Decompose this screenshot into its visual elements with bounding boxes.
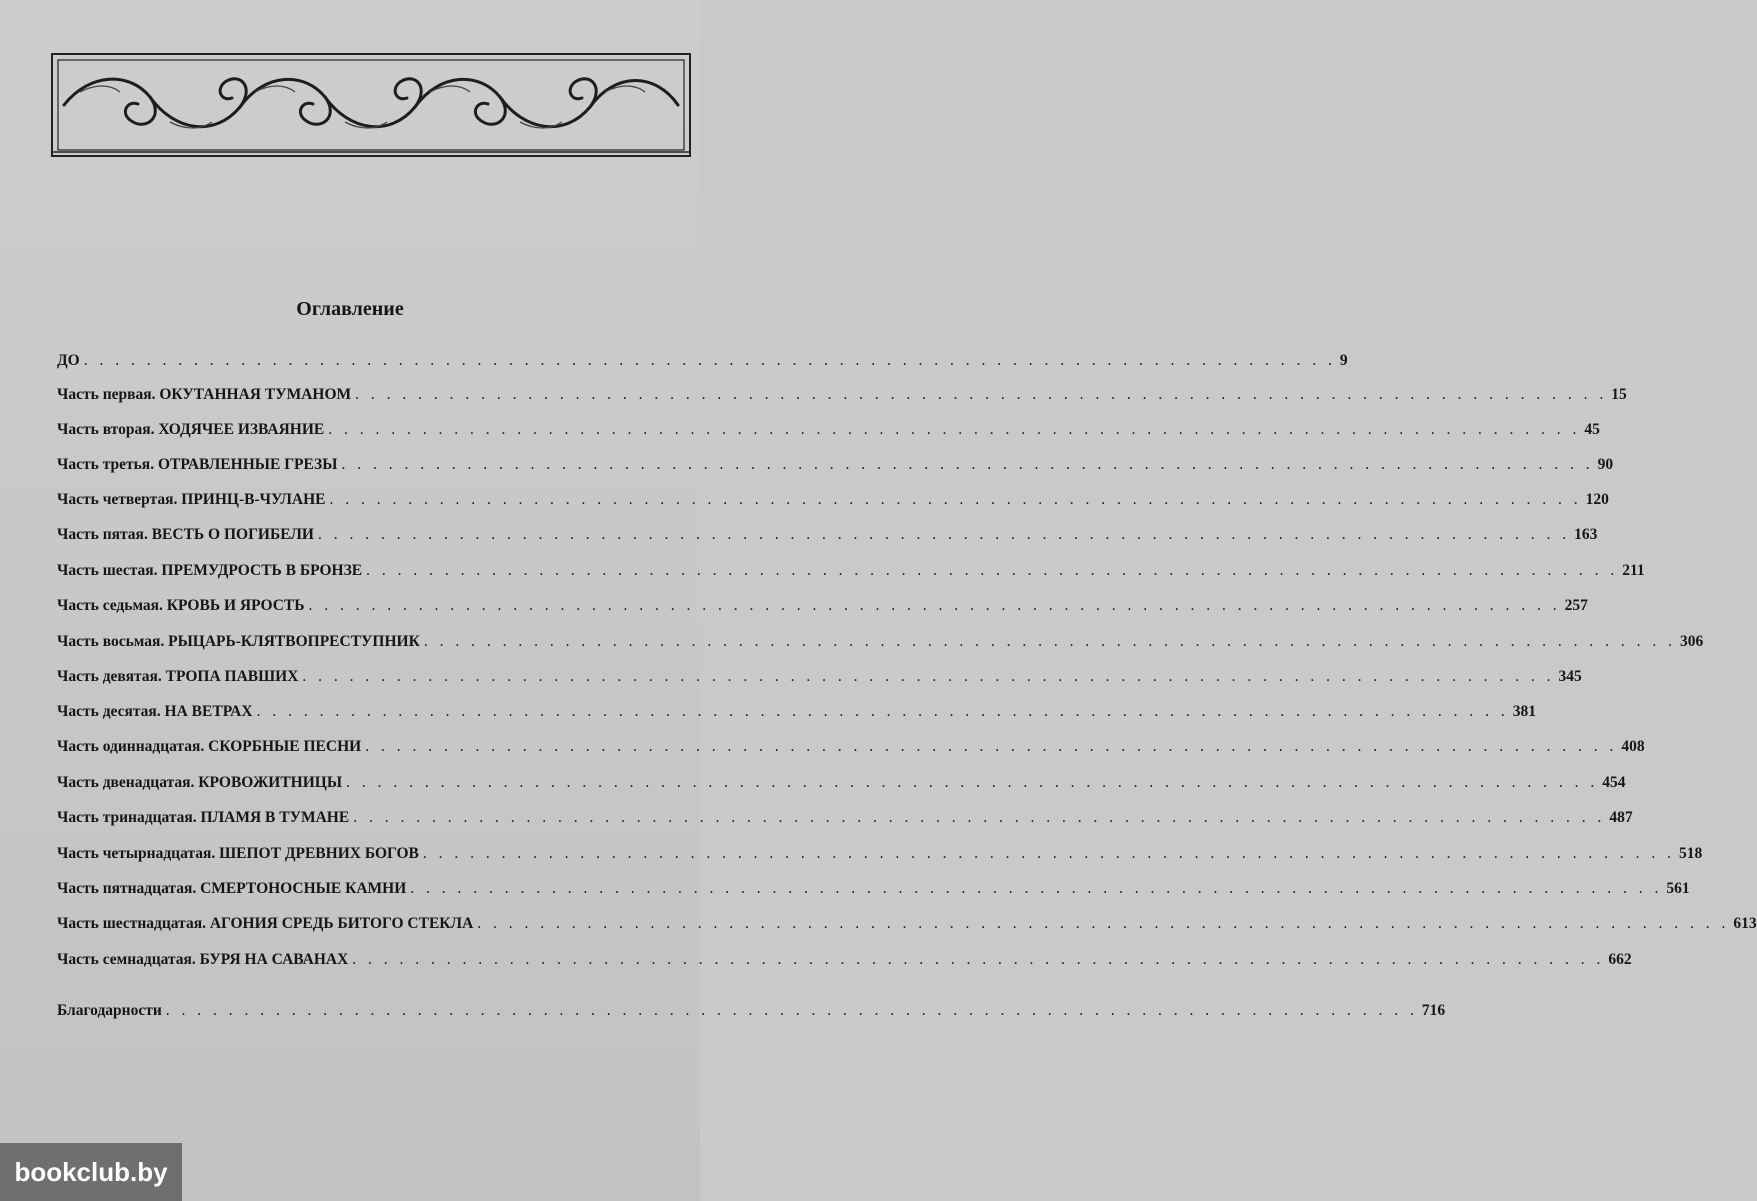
dot-leader: . . . . . . . . . . . . . . . . . . . . . . . . . . . . . . . . . . . . . . . . . . . . . . . . . . . . . . . . . . . . . . . . . . . . . . . . . . . . . . . . [341,456,1594,473]
toc-entry [57,774,1626,804]
toc-entry-page: 454 [1602,774,1626,791]
toc-entry-page: 561 [1666,880,1690,897]
toc-entry-label: Часть одиннадцатая. СКОРБНЫЕ ПЕСНИ [57,738,362,755]
toc-entry [57,526,1598,556]
toc-entry-label: Часть вторая. ХОДЯЧЕЕ ИЗВАЯНИЕ [57,421,325,438]
toc-entry-label: Часть седьмая. КРОВЬ И ЯРОСТЬ [57,597,305,614]
toc-entry-page: 345 [1558,668,1582,685]
toc-entry-page: 9 [1339,352,1348,369]
toc-title: Оглавление [296,298,404,320]
toc-entry [57,352,1348,382]
dot-leader: . . . . . . . . . . . . . . . . . . . . . . . . . . . . . . . . . . . . . . . . . . . . . . . . . . . . . . . . . . . . . . . . . . . . . . . . . . . . . . . . [477,915,1730,932]
toc-entry-page: 90 [1597,456,1614,473]
toc-entry [57,386,1627,416]
dot-leader: . . . . . . . . . . . . . . . . . . . . . . . . . . . . . . . . . . . . . . . . . . . . . . . . . . . . . . . . . . . . . . . . . . . . . . . . . . . . . . . . [355,386,1608,403]
toc-entry-label: Часть шестая. ПРЕМУДРОСТЬ В БРОНЗЕ [57,562,363,579]
toc-entry-page: 381 [1512,703,1536,720]
toc-entry [57,738,1645,768]
dot-leader: . . . . . . . . . . . . . . . . . . . . . . . . . . . . . . . . . . . . . . . . . . . . . . . . . . . . . . . . . . . . . . . . . . . . . . . . . . . . . . . . [329,491,1582,508]
toc-entry-label: ДО [57,352,80,369]
dot-leader: . . . . . . . . . . . . . . . . . . . . . . . . . . . . . . . . . . . . . . . . . . . . . . . . . . . . . . . . . . . . . . . . . . . . . . . . . . . . . . . . [366,562,1619,579]
toc-entry-label: Часть тринадцатая. ПЛАМЯ В ТУМАНЕ [57,809,350,826]
toc-entry-label: Часть шестнадцатая. АГОНИЯ СРЕДЬ БИТОГО СТЕКЛА [57,915,474,932]
toc-entry-label: Часть восьмая. РЫЦАРЬ-КЛЯТВОПРЕСТУПНИК [57,633,420,650]
toc-entry [57,597,1588,627]
toc-entry-page: 306 [1679,633,1704,650]
toc-entry [57,456,1614,486]
dot-leader: . . . . . . . . . . . . . . . . . . . . . . . . . . . . . . . . . . . . . . . . . . . . . . . . . . . . . . . . . . . . . . . . . . . . . . . . . . . . . . . . [422,845,1676,862]
dot-leader: . . . . . . . . . . . . . . . . . . . . . . . . . . . . . . . . . . . . . . . . . . . . . . . . . . . . . . . . . . . . . . . . . . . . . . . . . . . . . . . . [410,880,1663,897]
toc-entry [57,421,1600,451]
toc-entry [57,915,1757,945]
toc-entry-page: 257 [1564,597,1588,614]
toc-entry-page: 15 [1611,386,1627,403]
toc-entry-page: 211 [1622,562,1645,579]
toc-entry-page: 613 [1733,915,1757,932]
toc-entry-page: 120 [1585,491,1609,508]
decorative-ornament-header [50,52,692,158]
toc-entry-label: Часть первая. ОКУТАННАЯ ТУМАНОМ [57,386,352,403]
dot-leader: . . . . . . . . . . . . . . . . . . . . . . . . . . . . . . . . . . . . . . . . . . . . . . . . . . . . . . . . . . . . . . . . . . . . . . . . . . . . . . . . [308,597,1561,614]
dot-leader: . . . . . . . . . . . . . . . . . . . . . . . . . . . . . . . . . . . . . . . . . . . . . . . . . . . . . . . . . . . . . . . . . . . . . . . . . . . . . . . . [353,809,1606,826]
toc-entry-page: 662 [1608,951,1632,968]
toc-entry-label: Часть четырнадцатая. ШЕПОТ ДРЕВНИХ БОГОВ [57,845,419,862]
toc-entry-label: Часть девятая. ТРОПА ПАВШИХ [57,668,299,685]
toc-entry-label: Часть пятая. ВЕСТЬ О ПОГИБЕЛИ [57,526,314,543]
site-watermark: bookclub.by [0,1143,182,1201]
toc-entry [57,491,1609,521]
toc-entry [57,703,1536,733]
show-through-text [58,160,698,960]
toc-entry [57,1002,1446,1032]
dot-leader: . . . . . . . . . . . . . . . . . . . . . . . . . . . . . . . . . . . . . . . . . . . . . . . . . . . . . . . . . . . . . . . . . . . . . . . . . . . . . . . . [165,1002,1418,1019]
toc-entry [57,562,1645,592]
toc-entry-label: Часть семнадцатая. БУРЯ НА САВАНАХ [57,951,349,968]
dot-leader: . . . . . . . . . . . . . . . . . . . . . . . . . . . . . . . . . . . . . . . . . . . . . . . . . . . . . . . . . . . . . . . . . . . . . . . . . . . . . . . . [302,668,1555,685]
dot-leader: . . . . . . . . . . . . . . . . . . . . . . . . . . . . . . . . . . . . . . . . . . . . . . . . . . . . . . . . . . . . . . . . . . . . . . . . . . . . . . . . [317,526,1571,543]
toc-entry-label: Часть двенадцатая. КРОВОЖИТНИЦЫ [57,774,343,791]
toc-entry [57,809,1633,839]
dot-leader: . . . . . . . . . . . . . . . . . . . . . . . . . . . . . . . . . . . . . . . . . . . . . . . . . . . . . . . . . . . . . . . . . . . . . . . . . . . . . . . . [352,951,1605,968]
toc-entry-label: Благодарности [57,1002,162,1019]
dot-leader: . . . . . . . . . . . . . . . . . . . . . . . . . . . . . . . . . . . . . . . . . . . . . . . . . . . . . . . . . . . . . . . . . . . . . . . . . . . . . . . . [365,738,1618,755]
dot-leader: . . . . . . . . . . . . . . . . . . . . . . . . . . . . . . . . . . . . . . . . . . . . . . . . . . . . . . . . . . . . . . . . . . . . . . . . . . . . . . . . [256,703,1509,720]
toc-entry-page: 408 [1621,738,1645,755]
toc-entry [57,633,1704,663]
toc-entry [57,951,1632,981]
toc-entry-label: Часть десятая. НА ВЕТРАХ [57,703,253,720]
dot-leader: . . . . . . . . . . . . . . . . . . . . . . . . . . . . . . . . . . . . . . . . . . . . . . . . . . . . . . . . . . . . . . . . . . . . . . . . . . . . . . . . [423,633,1676,650]
dot-leader: . . . . . . . . . . . . . . . . . . . . . . . . . . . . . . . . . . . . . . . . . . . . . . . . . . . . . . . . . . . . . . . . . . . . . . . . . . . . . . . . [83,352,1336,369]
toc-entry-page: 518 [1679,845,1703,862]
dot-leader: . . . . . . . . . . . . . . . . . . . . . . . . . . . . . . . . . . . . . . . . . . . . . . . . . . . . . . . . . . . . . . . . . . . . . . . . . . . . . . . . [346,774,1599,791]
dot-leader: . . . . . . . . . . . . . . . . . . . . . . . . . . . . . . . . . . . . . . . . . . . . . . . . . . . . . . . . . . . . . . . . . . . . . . . . . . . . . . . . [328,421,1581,438]
toc-entry-page: 45 [1584,421,1600,438]
toc-entry-label: Часть четвертая. ПРИНЦ-В-ЧУЛАНЕ [57,491,326,508]
toc-entry-page: 163 [1574,526,1598,543]
toc-entry-label: Часть третья. ОТРАВЛЕННЫЕ ГРЕЗЫ [57,456,338,473]
toc-entry [57,845,1703,875]
toc-entry-page: 487 [1609,809,1633,826]
toc-entry [57,668,1582,698]
toc-entry-label: Часть пятнадцатая. СМЕРТОНОСНЫЕ КАМНИ [57,880,407,897]
toc-entry-page: 716 [1421,1002,1446,1019]
toc-entry [57,880,1690,910]
